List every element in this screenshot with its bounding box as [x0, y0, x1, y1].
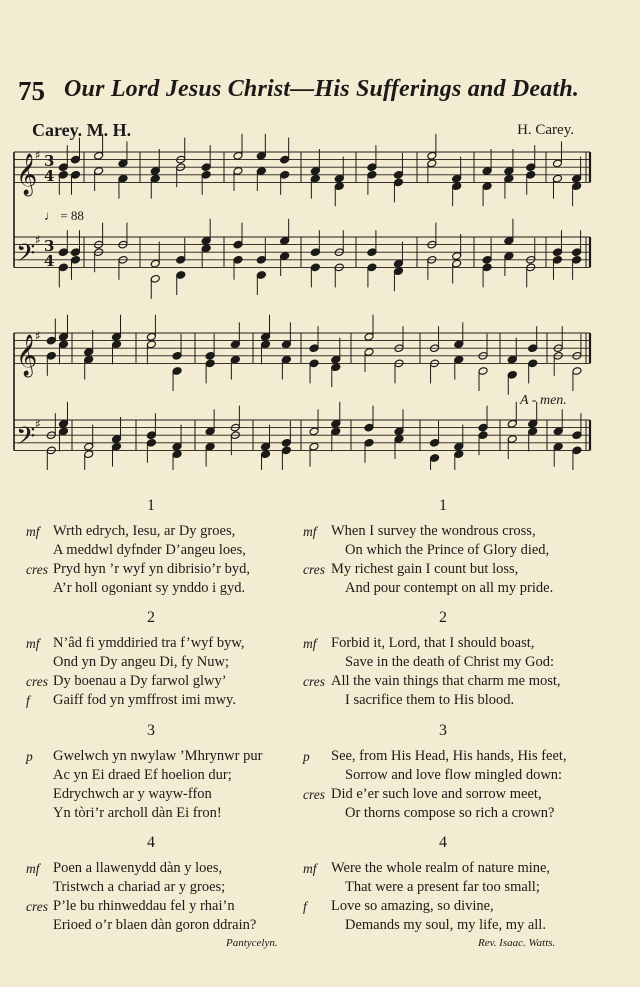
verse-line: Erioed o’r blaen dàn goron ddrain?	[53, 917, 257, 933]
tempo-marking: ♩ = 88	[44, 208, 84, 223]
sharp-icon: ♯	[35, 329, 41, 343]
hymn-number: 75	[18, 76, 45, 106]
verse-line: Or thorns compose so rich a crown?	[345, 805, 555, 821]
verse-number: 1	[147, 497, 155, 514]
dynamic-marking: cres	[303, 562, 325, 577]
sharp-icon: ♯	[35, 233, 41, 247]
verse-number: 1	[439, 497, 447, 514]
time-signature-bottom: 4	[44, 167, 55, 185]
verse-line: Sorrow and love flow mingled down:	[345, 767, 563, 783]
dynamic-marking: mf	[303, 861, 317, 876]
verse-line: Tristwch a chariad ar y groes;	[53, 879, 226, 895]
sharp-icon: ♯	[35, 148, 41, 162]
verse-line: Ond yn Dy angeu Di, fy Nuw;	[53, 654, 229, 670]
dynamic-marking: cres	[26, 899, 48, 914]
time-signature-top: 3	[44, 152, 55, 170]
verse-line: Dy boenau a Dy farwol glwy’	[53, 673, 227, 689]
verse-line: A meddwl dyfnder D’angeu loes,	[53, 542, 246, 558]
verse-line: Save in the death of Christ my God:	[345, 654, 555, 670]
verse-line: All the vain things that charm me most,	[331, 673, 561, 689]
verse-line: And pour contempt on all my pride.	[345, 580, 554, 596]
dynamic-marking: cres	[26, 562, 48, 577]
dynamic-marking: mf	[303, 636, 317, 651]
verse-line: Pryd hyn ’r wyf yn dibrisio’r byd,	[53, 561, 250, 577]
verse-line: Forbid it, Lord, that I should boast,	[331, 635, 535, 651]
verse-line: Ac yn Ei draed Ef hoelion dur;	[53, 767, 232, 783]
tune-name: Carey. M. H.	[32, 120, 132, 140]
dynamic-marking: mf	[26, 636, 40, 651]
verse-line: Edrychwch ar y wayw-ffon	[53, 786, 212, 802]
verse-line: Love so amazing, so divine,	[331, 898, 494, 914]
dynamic-marking: p	[26, 749, 33, 764]
time-signature-bottom: 4	[44, 252, 55, 270]
treble-clef-icon: 𝄞	[16, 335, 38, 376]
dynamic-marking: cres	[303, 787, 325, 802]
verse-line: P’le bu rhinweddau fel y rhai’n	[53, 898, 235, 914]
verse-number: 4	[439, 834, 447, 851]
dynamic-marking: f	[26, 693, 30, 708]
verse-line: When I survey the wondrous cross,	[331, 523, 536, 539]
dynamic-marking: cres	[303, 674, 325, 689]
verse-number: 3	[147, 722, 155, 739]
verse-line: On which the Prince of Glory died,	[345, 542, 550, 558]
verse-line: Gwelwch yn nwylaw ’Mhrynwr pur	[53, 748, 263, 764]
treble-clef-icon: 𝄞	[16, 154, 38, 195]
english-credit: Rev. Isaac. Watts.	[478, 937, 556, 949]
hymn-title: Our Lord Jesus Christ—His Sufferings and Death.	[64, 76, 580, 102]
verse-line: A’r holl ogoniant sy ynddo i gyd.	[53, 580, 246, 596]
sharp-icon: ♯	[35, 417, 41, 431]
composer: H. Carey.	[517, 122, 574, 138]
verse-line: Did e’er such love and sorrow meet,	[331, 786, 542, 802]
dynamic-marking: mf	[303, 524, 317, 539]
verse-line: I sacrifice them to His blood.	[345, 692, 515, 708]
dynamic-marking: cres	[26, 674, 48, 689]
dynamic-marking: p	[303, 749, 310, 764]
verse-line: Demands my soul, my life, my all.	[345, 917, 546, 933]
time-signature-top: 3	[44, 237, 55, 255]
verse-line: Wrth edrych, Iesu, ar Dy groes,	[53, 523, 236, 539]
dynamic-marking: f	[303, 899, 307, 914]
welsh-credit: Pantycelyn.	[226, 937, 278, 949]
dynamic-marking: mf	[26, 861, 40, 876]
verse-line: My richest gain I count but loss,	[331, 561, 519, 577]
verse-line: Were the whole realm of nature mine,	[331, 860, 551, 876]
verse-line: Gaiff fod yn ymffrost imi mwy.	[53, 692, 236, 708]
verse-line: See, from His Head, His hands, His feet,	[331, 748, 567, 764]
dynamic-marking: mf	[26, 524, 40, 539]
verse-number: 3	[439, 722, 447, 739]
verse-line: Poen a llawenydd dàn y loes,	[53, 860, 223, 876]
verse-number: 4	[147, 834, 155, 851]
verse-line: Yn tòri’r archoll dàn Ei fron!	[53, 805, 222, 821]
verse-number: 2	[439, 609, 447, 626]
verse-line: N’âd fi ymddiried tra f’wyf byw,	[53, 635, 245, 651]
verse-number: 2	[147, 609, 155, 626]
bass-clef-icon: 𝄢	[16, 422, 36, 457]
verse-line: That were a present far too small;	[345, 879, 540, 895]
bass-clef-icon: 𝄢	[16, 239, 36, 274]
amen-text: A - men.	[520, 393, 567, 408]
